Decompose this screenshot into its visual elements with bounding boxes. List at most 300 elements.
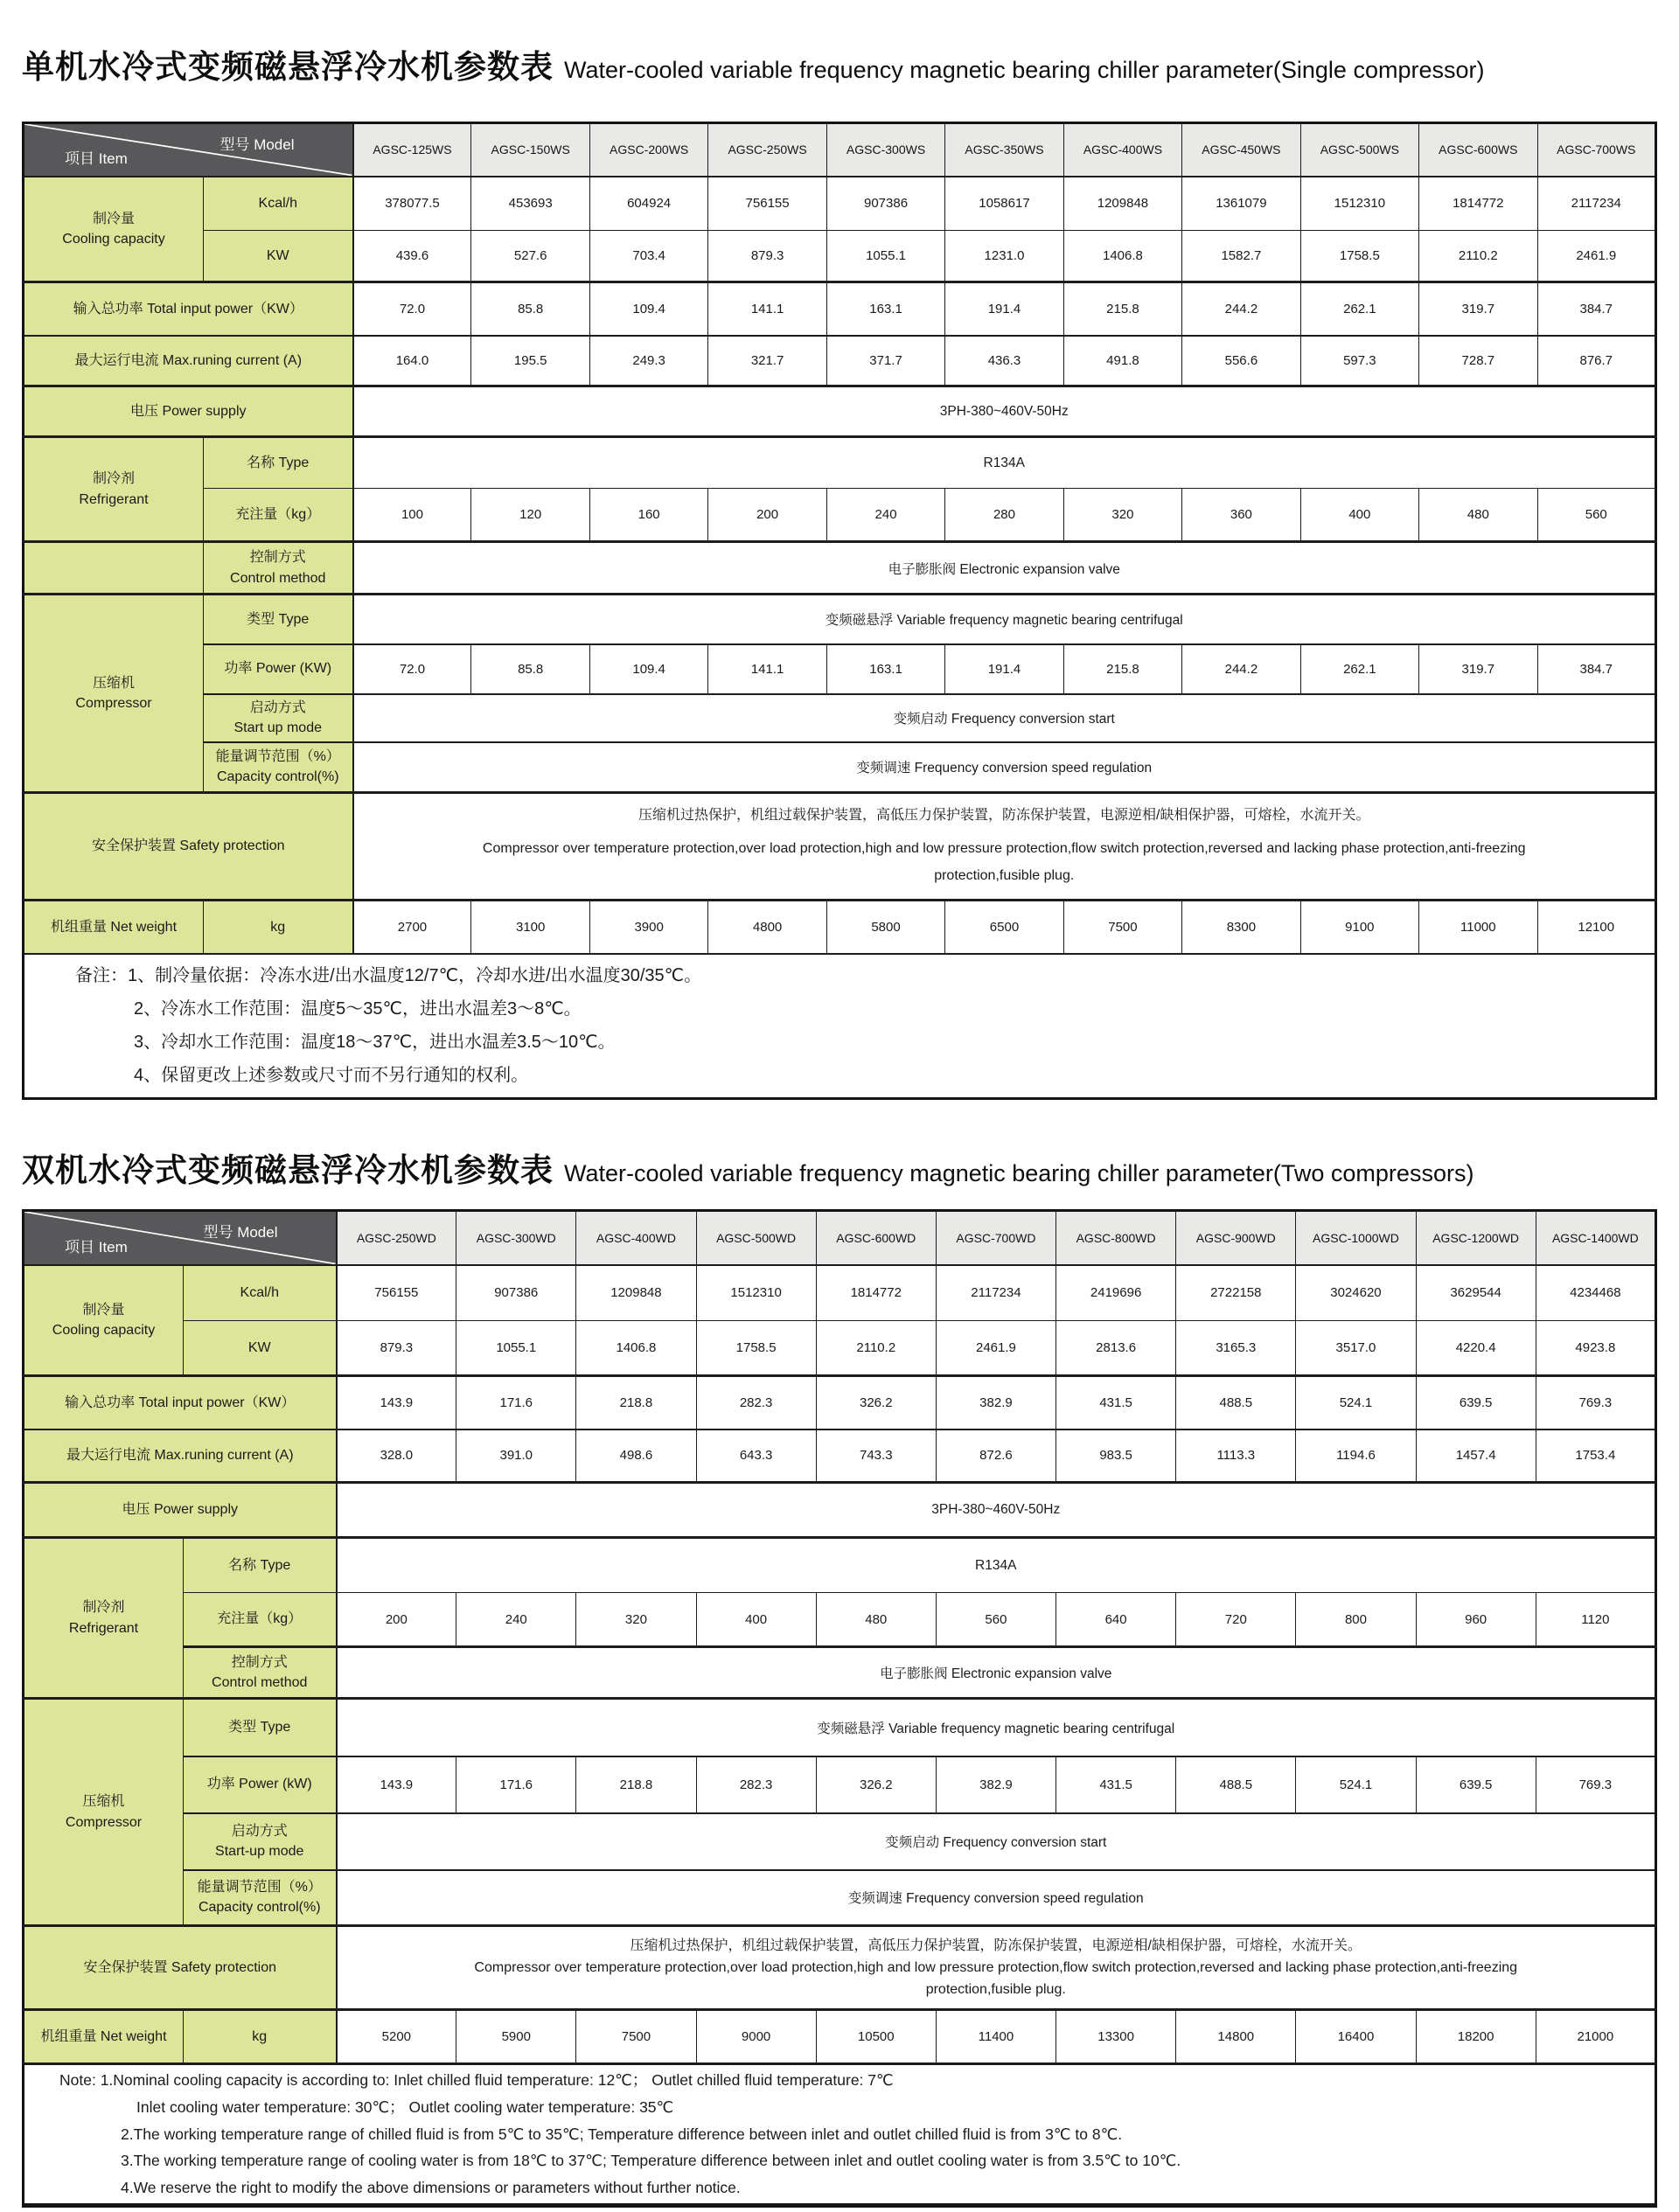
value-cell: 2700 bbox=[353, 901, 471, 954]
safety-text-zh: 压缩机过热保护，机组过载保护装置，高低压力保护装置，防冻保护装置，电源逆相/缺相保护器，可熔栓，水流开关。 bbox=[630, 1938, 1362, 1954]
label-cell-capacity-control bbox=[204, 742, 353, 793]
value-cell: 371.7 bbox=[826, 336, 944, 386]
model-cell: AGSC-300WD bbox=[456, 1211, 576, 1265]
value-cell: 2110.2 bbox=[816, 1321, 936, 1376]
value-cell: 556.6 bbox=[1182, 336, 1300, 386]
label-zh: 启动方式 bbox=[231, 1823, 288, 1839]
merged-value-control-method: 电子膨胀阀 Electronic expansion valve bbox=[353, 542, 1656, 595]
value-cell: 1406.8 bbox=[576, 1321, 696, 1376]
merged-value-refrigerant-type: R134A bbox=[337, 1538, 1656, 1593]
value-cell: 326.2 bbox=[816, 1376, 936, 1429]
value-cell: 2461.9 bbox=[936, 1321, 1055, 1376]
table-row bbox=[24, 1483, 1656, 1538]
value-cell: 384.7 bbox=[1537, 644, 1655, 694]
value-cell: 1209848 bbox=[1063, 177, 1181, 231]
value-cell: 12100 bbox=[1537, 901, 1655, 954]
value-cell: 360 bbox=[1182, 489, 1300, 542]
value-cell: 382.9 bbox=[936, 1756, 1055, 1813]
merged-value-power-supply: 3PH-380~460V-50Hz bbox=[337, 1483, 1656, 1538]
model-cell: AGSC-450WS bbox=[1182, 123, 1300, 177]
note-line: 2.The working temperature range of chilled fluid is from 5℃ to 35℃; Temperature difference between inlet and outlet chilled fluid is from 3℃ to 8℃. bbox=[121, 2125, 1123, 2143]
group-label-zh: 制冷量 bbox=[92, 211, 135, 226]
model-cell: AGSC-1200WD bbox=[1416, 1211, 1536, 1265]
value-cell: 326.2 bbox=[816, 1756, 936, 1813]
model-cell: AGSC-900WD bbox=[1176, 1211, 1296, 1265]
table-row bbox=[24, 1699, 1656, 1756]
label-cell-control-method bbox=[184, 1647, 337, 1699]
table-row bbox=[24, 954, 1656, 1099]
value-cell: 2110.2 bbox=[1419, 231, 1537, 282]
value-cell: 160 bbox=[589, 489, 707, 542]
value-cell: 191.4 bbox=[945, 644, 1063, 694]
value-cell: 319.7 bbox=[1419, 644, 1537, 694]
model-cell: AGSC-600WS bbox=[1419, 123, 1537, 177]
value-cell: 3900 bbox=[589, 901, 707, 954]
model-cell: AGSC-800WD bbox=[1056, 1211, 1176, 1265]
value-cell: 100 bbox=[353, 489, 471, 542]
value-cell: 4234468 bbox=[1536, 1265, 1655, 1321]
value-cell: 498.6 bbox=[576, 1429, 696, 1483]
group-cell-refrigerant bbox=[24, 1538, 184, 1699]
value-cell: 141.1 bbox=[708, 282, 826, 336]
value-cell: 527.6 bbox=[471, 231, 589, 282]
value-cell: 907386 bbox=[456, 1265, 576, 1321]
value-cell: 143.9 bbox=[337, 1376, 456, 1429]
value-cell: 3517.0 bbox=[1296, 1321, 1416, 1376]
table-row bbox=[24, 542, 1656, 595]
label-en: Capacity control(%) bbox=[216, 769, 339, 785]
value-cell: 4800 bbox=[708, 901, 826, 954]
label-cell-compressor-type: 类型 Type bbox=[204, 595, 353, 644]
title-chinese: 单机水冷式变频磁悬浮冷水机参数表 bbox=[22, 49, 554, 85]
two-compressor-table bbox=[22, 1209, 1657, 2208]
value-cell: 240 bbox=[826, 489, 944, 542]
merged-value-startup-mode: 变频启动 Frequency conversion start bbox=[337, 1813, 1656, 1870]
value-cell: 524.1 bbox=[1296, 1756, 1416, 1813]
value-cell: 200 bbox=[337, 1593, 456, 1647]
value-cell: 743.3 bbox=[816, 1429, 936, 1483]
note-line: Inlet cooling water temperature: 30℃； Outlet cooling water temperature: 35℃ bbox=[136, 2098, 674, 2117]
group-label-en: Compressor bbox=[65, 1814, 143, 1830]
table-row bbox=[24, 1211, 1656, 1265]
value-cell: 391.0 bbox=[456, 1429, 576, 1483]
label-cell-kw: KW bbox=[184, 1321, 337, 1376]
group-label-zh: 压缩机 bbox=[82, 1794, 125, 1810]
single-compressor-table bbox=[22, 122, 1657, 1100]
value-cell: 262.1 bbox=[1300, 644, 1418, 694]
table-row bbox=[24, 1756, 1656, 1813]
value-cell: 400 bbox=[696, 1593, 816, 1647]
value-cell: 560 bbox=[1537, 489, 1655, 542]
value-cell: 960 bbox=[1416, 1593, 1536, 1647]
group-label-zh: 制冷剂 bbox=[92, 471, 135, 487]
value-cell: 10500 bbox=[816, 2010, 936, 2064]
merged-value-safety-protection bbox=[353, 793, 1656, 901]
value-cell: 244.2 bbox=[1182, 644, 1300, 694]
value-cell: 3024620 bbox=[1296, 1265, 1416, 1321]
value-cell: 640 bbox=[1056, 1593, 1176, 1647]
value-cell: 244.2 bbox=[1182, 282, 1300, 336]
group-label-zh: 制冷剂 bbox=[82, 1600, 125, 1616]
label-cell-max-current: 最大运行电流 Max.runing current (A) bbox=[24, 1429, 337, 1483]
value-cell: 163.1 bbox=[826, 282, 944, 336]
value-cell: 1194.6 bbox=[1296, 1429, 1416, 1483]
label-en: Start-up mode bbox=[215, 1844, 304, 1859]
value-cell: 1120 bbox=[1536, 1593, 1655, 1647]
label-cell-kcal: Kcal/h bbox=[204, 177, 353, 231]
label-cell-startup-mode bbox=[184, 1813, 337, 1870]
corner-item-label: 项目 Item bbox=[65, 1238, 128, 1256]
value-cell: 195.5 bbox=[471, 336, 589, 386]
notes-cell bbox=[24, 954, 1656, 1099]
value-cell: 6500 bbox=[945, 901, 1063, 954]
value-cell: 143.9 bbox=[337, 1756, 456, 1813]
value-cell: 431.5 bbox=[1056, 1756, 1176, 1813]
group-cell-compressor bbox=[24, 595, 204, 793]
value-cell: 1512310 bbox=[696, 1265, 816, 1321]
table-row bbox=[24, 595, 1656, 644]
table-row bbox=[24, 489, 1656, 542]
value-cell: 2117234 bbox=[1537, 177, 1655, 231]
value-cell: 11000 bbox=[1419, 901, 1537, 954]
safety-text-zh: 压缩机过热保护，机组过载保护装置，高低压力保护装置，防冻保护装置，电源逆相/缺相保护器，可熔栓，水流开关。 bbox=[638, 808, 1370, 824]
value-cell: 14800 bbox=[1176, 2010, 1296, 2064]
safety-text-en: Compressor over temperature protection,over load protection,high and low pressure protection,flow switch protection,reversed and lacking phase protection,anti-freezing protection,fusible plug. bbox=[474, 1960, 1518, 1997]
model-cell: AGSC-700WS bbox=[1537, 123, 1655, 177]
merged-value-refrigerant-type: R134A bbox=[353, 437, 1656, 489]
note-line: 备注：1、制冷量依据：冷冻水进/出水温度12/7℃，冷却水进/出水温度30/35℃。 bbox=[75, 966, 702, 986]
label-zh: 启动方式 bbox=[249, 699, 306, 715]
value-cell: 1058617 bbox=[945, 177, 1063, 231]
table-row bbox=[24, 1926, 1656, 2010]
title-english: Water-cooled variable frequency magnetic bearing chiller parameter(Two compressors) bbox=[564, 1160, 1474, 1186]
value-cell: 876.7 bbox=[1537, 336, 1655, 386]
value-cell: 7500 bbox=[576, 2010, 696, 2064]
value-cell: 639.5 bbox=[1416, 1376, 1536, 1429]
value-cell: 3165.3 bbox=[1176, 1321, 1296, 1376]
label-cell-compressor-type: 类型 Type bbox=[184, 1699, 337, 1756]
value-cell: 218.8 bbox=[576, 1756, 696, 1813]
group-cell-compressor bbox=[24, 1699, 184, 1926]
label-cell-capacity-control bbox=[184, 1870, 337, 1926]
value-cell: 5200 bbox=[337, 2010, 456, 2064]
value-cell: 9000 bbox=[696, 2010, 816, 2064]
label-cell-refrigerant-type: 名称 Type bbox=[184, 1538, 337, 1593]
value-cell: 16400 bbox=[1296, 2010, 1416, 2064]
model-cell: AGSC-150WS bbox=[471, 123, 589, 177]
value-cell: 382.9 bbox=[936, 1376, 1055, 1429]
label-cell-power-supply: 电压 Power supply bbox=[24, 1483, 337, 1538]
label-zh: 控制方式 bbox=[249, 550, 306, 566]
model-cell: AGSC-600WD bbox=[816, 1211, 936, 1265]
value-cell: 1753.4 bbox=[1536, 1429, 1655, 1483]
value-cell: 400 bbox=[1300, 489, 1418, 542]
value-cell: 756155 bbox=[337, 1265, 456, 1321]
label-cell-refrigerant-type: 名称 Type bbox=[204, 437, 353, 489]
label-cell-max-current: 最大运行电流 Max.runing current (A) bbox=[24, 336, 353, 386]
model-cell: AGSC-1000WD bbox=[1296, 1211, 1416, 1265]
group-label-en: Refrigerant bbox=[79, 491, 149, 507]
label-cell-input-power: 输入总功率 Total input power（KW） bbox=[24, 1376, 337, 1429]
group-cell-cooling-capacity bbox=[24, 177, 204, 282]
label-en: Capacity control(%) bbox=[198, 1900, 321, 1916]
label-en: Control method bbox=[212, 1675, 308, 1690]
value-cell: 328.0 bbox=[337, 1429, 456, 1483]
value-cell: 384.7 bbox=[1537, 282, 1655, 336]
table-row bbox=[24, 177, 1656, 231]
merged-value-power-supply: 3PH-380~460V-50Hz bbox=[353, 386, 1656, 437]
value-cell: 1758.5 bbox=[1300, 231, 1418, 282]
value-cell: 249.3 bbox=[589, 336, 707, 386]
value-cell: 2461.9 bbox=[1537, 231, 1655, 282]
model-cell: AGSC-125WS bbox=[353, 123, 471, 177]
value-cell: 3629544 bbox=[1416, 1265, 1536, 1321]
group-label-zh: 制冷量 bbox=[82, 1302, 125, 1318]
table-row bbox=[24, 437, 1656, 489]
table-row bbox=[24, 2010, 1656, 2064]
note-line: 3、冷却水工作范围：温度18～37℃，进出水温差3.5～10℃。 bbox=[134, 1033, 616, 1053]
group-label-en: Compressor bbox=[75, 696, 152, 711]
value-cell: 872.6 bbox=[936, 1429, 1055, 1483]
value-cell: 480 bbox=[1419, 489, 1537, 542]
model-cell: AGSC-250WD bbox=[337, 1211, 456, 1265]
corner-model-label: 型号 Model bbox=[219, 136, 295, 153]
value-cell: 720 bbox=[1176, 1593, 1296, 1647]
table-row bbox=[24, 793, 1656, 901]
value-cell: 597.3 bbox=[1300, 336, 1418, 386]
table-row bbox=[24, 123, 1656, 177]
value-cell: 200 bbox=[708, 489, 826, 542]
value-cell: 262.1 bbox=[1300, 282, 1418, 336]
label-cell-net-weight: 机组重量 Net weight bbox=[24, 901, 204, 954]
value-cell: 141.1 bbox=[708, 644, 826, 694]
value-cell: 2813.6 bbox=[1056, 1321, 1176, 1376]
value-cell: 378077.5 bbox=[353, 177, 471, 231]
value-cell: 4923.8 bbox=[1536, 1321, 1655, 1376]
table-row bbox=[24, 1429, 1656, 1483]
value-cell: 1231.0 bbox=[945, 231, 1063, 282]
table-row bbox=[24, 336, 1656, 386]
value-cell: 488.5 bbox=[1176, 1376, 1296, 1429]
table-row bbox=[24, 742, 1656, 793]
label-zh: 控制方式 bbox=[231, 1654, 288, 1670]
merged-value-startup-mode: 变频启动 Frequency conversion start bbox=[353, 694, 1656, 742]
merged-value-compressor-type: 变频磁悬浮 Variable frequency magnetic bearing centrifugal bbox=[337, 1699, 1656, 1756]
value-cell: 109.4 bbox=[589, 282, 707, 336]
value-cell: 18200 bbox=[1416, 2010, 1536, 2064]
table-row bbox=[24, 1870, 1656, 1926]
label-cell-charge: 充注量（kg） bbox=[184, 1593, 337, 1647]
value-cell: 769.3 bbox=[1536, 1376, 1655, 1429]
value-cell: 171.6 bbox=[456, 1376, 576, 1429]
group-cell-cooling-capacity bbox=[24, 1265, 184, 1376]
value-cell: 800 bbox=[1296, 1593, 1416, 1647]
value-cell: 5900 bbox=[456, 2010, 576, 2064]
label-cell-safety-protection: 安全保护装置 Safety protection bbox=[24, 1926, 337, 2010]
table-row bbox=[24, 1813, 1656, 1870]
note-line: 4.We reserve the right to modify the above dimensions or parameters without further notice. bbox=[121, 2178, 741, 2196]
model-cell: AGSC-1400WD bbox=[1536, 1211, 1655, 1265]
value-cell: 7500 bbox=[1063, 901, 1181, 954]
value-cell: 1512310 bbox=[1300, 177, 1418, 231]
label-cell-compressor-power: 功率 Power (KW) bbox=[204, 644, 353, 694]
label-cell-kcal: Kcal/h bbox=[184, 1265, 337, 1321]
note-line: 3.The working temperature range of cooling water is from 18℃ to 37℃; Temperature difference between inlet and outlet cooling water is from 3.5℃ to 10℃. bbox=[121, 2152, 1181, 2170]
value-cell: 282.3 bbox=[696, 1376, 816, 1429]
label-cell-control-method bbox=[204, 542, 353, 595]
merged-value-safety-protection bbox=[337, 1926, 1656, 2010]
value-cell: 560 bbox=[936, 1593, 1055, 1647]
value-cell: 85.8 bbox=[471, 644, 589, 694]
value-cell: 321.7 bbox=[708, 336, 826, 386]
label-cell-kw: KW bbox=[204, 231, 353, 282]
value-cell: 320 bbox=[576, 1593, 696, 1647]
value-cell: 488.5 bbox=[1176, 1756, 1296, 1813]
value-cell: 72.0 bbox=[353, 282, 471, 336]
note-line: 4、保留更改上述参数或尺寸而不另行通知的权利。 bbox=[134, 1066, 529, 1086]
group-label-en: Cooling capacity bbox=[52, 1322, 156, 1338]
label-cell-power-supply: 电压 Power supply bbox=[24, 386, 353, 437]
model-cell: AGSC-500WS bbox=[1300, 123, 1418, 177]
safety-text-en: Compressor over temperature protection,over load protection,high and low pressure protection,flow switch protection,reversed and lacking phase protection,anti-freezing protection,fusible plug. bbox=[482, 841, 1526, 883]
value-cell: 2419696 bbox=[1056, 1265, 1176, 1321]
table-row bbox=[24, 386, 1656, 437]
value-cell: 524.1 bbox=[1296, 1376, 1416, 1429]
model-cell: AGSC-250WS bbox=[708, 123, 826, 177]
value-cell: 1758.5 bbox=[696, 1321, 816, 1376]
value-cell: 9100 bbox=[1300, 901, 1418, 954]
corner-item-label: 项目 Item bbox=[65, 150, 128, 167]
title-english: Water-cooled variable frequency magnetic bearing chiller parameter(Single compressor) bbox=[564, 57, 1485, 83]
label-cell-net-weight: 机组重量 Net weight bbox=[24, 2010, 184, 2064]
table-row bbox=[24, 1593, 1656, 1647]
value-cell: 639.5 bbox=[1416, 1756, 1536, 1813]
table-row bbox=[24, 694, 1656, 742]
label-cell-safety-protection: 安全保护装置 Safety protection bbox=[24, 793, 353, 901]
value-cell: 164.0 bbox=[353, 336, 471, 386]
group-label-en: Refrigerant bbox=[68, 1620, 139, 1636]
value-cell: 11400 bbox=[936, 2010, 1055, 2064]
value-cell: 1361079 bbox=[1182, 177, 1300, 231]
label-cell-weight-unit: kg bbox=[184, 2010, 337, 2064]
value-cell: 1209848 bbox=[576, 1265, 696, 1321]
value-cell: 604924 bbox=[589, 177, 707, 231]
value-cell: 1814772 bbox=[816, 1265, 936, 1321]
value-cell: 218.8 bbox=[576, 1376, 696, 1429]
table-row bbox=[24, 644, 1656, 694]
value-cell: 1055.1 bbox=[826, 231, 944, 282]
value-cell: 436.3 bbox=[945, 336, 1063, 386]
label-cell-weight-unit: kg bbox=[204, 901, 353, 954]
value-cell: 1055.1 bbox=[456, 1321, 576, 1376]
group-label-en: Cooling capacity bbox=[62, 231, 165, 247]
notes-cell bbox=[24, 2064, 1656, 2206]
label-zh: 能量调节范围（%） bbox=[197, 1880, 322, 1896]
value-cell: 1406.8 bbox=[1063, 231, 1181, 282]
value-cell: 983.5 bbox=[1056, 1429, 1176, 1483]
corner-model-label: 型号 Model bbox=[203, 1224, 278, 1241]
value-cell: 1457.4 bbox=[1416, 1429, 1536, 1483]
model-cell: AGSC-500WD bbox=[696, 1211, 816, 1265]
value-cell: 2117234 bbox=[936, 1265, 1055, 1321]
group-cell-refrigerant bbox=[24, 437, 204, 542]
value-cell: 215.8 bbox=[1063, 644, 1181, 694]
table-row bbox=[24, 1538, 1656, 1593]
table-row bbox=[24, 1265, 1656, 1321]
table-row bbox=[24, 231, 1656, 282]
table-row bbox=[24, 1376, 1656, 1429]
model-cell: AGSC-300WS bbox=[826, 123, 944, 177]
value-cell: 13300 bbox=[1056, 2010, 1176, 2064]
label-cell-charge: 充注量（kg） bbox=[204, 489, 353, 542]
label-cell-compressor-power: 功率 Power (kW) bbox=[184, 1756, 337, 1813]
table-row bbox=[24, 1647, 1656, 1699]
value-cell: 491.8 bbox=[1063, 336, 1181, 386]
value-cell: 756155 bbox=[708, 177, 826, 231]
value-cell: 163.1 bbox=[826, 644, 944, 694]
label-en: Control method bbox=[230, 570, 326, 586]
value-cell: 72.0 bbox=[353, 644, 471, 694]
merged-value-capacity-control: 变频调速 Frequency conversion speed regulation bbox=[353, 742, 1656, 793]
value-cell: 21000 bbox=[1536, 2010, 1655, 2064]
value-cell: 1582.7 bbox=[1182, 231, 1300, 282]
model-cell: AGSC-400WS bbox=[1063, 123, 1181, 177]
value-cell: 3100 bbox=[471, 901, 589, 954]
value-cell: 320 bbox=[1063, 489, 1181, 542]
value-cell: 453693 bbox=[471, 177, 589, 231]
value-cell: 120 bbox=[471, 489, 589, 542]
table-row bbox=[24, 1321, 1656, 1376]
value-cell: 1814772 bbox=[1419, 177, 1537, 231]
value-cell: 191.4 bbox=[945, 282, 1063, 336]
title-chinese: 双机水冷式变频磁悬浮冷水机参数表 bbox=[22, 1152, 554, 1188]
empty-group-cell bbox=[24, 542, 204, 595]
note-line: 2、冷冻水工作范围：温度5～35℃，进出水温差3～8℃。 bbox=[134, 999, 582, 1019]
corner-cell bbox=[24, 123, 353, 177]
value-cell: 171.6 bbox=[456, 1756, 576, 1813]
label-en: Start up mode bbox=[233, 720, 322, 735]
single-table-title bbox=[22, 40, 1484, 87]
value-cell: 769.3 bbox=[1536, 1756, 1655, 1813]
value-cell: 480 bbox=[816, 1593, 936, 1647]
note-line: Note: 1.Nominal cooling capacity is according to: Inlet chilled fluid temperature: 12℃； Outlet chilled fluid temperature: 7℃ bbox=[59, 2071, 894, 2090]
value-cell: 109.4 bbox=[589, 644, 707, 694]
merged-value-control-method: 电子膨胀阀 Electronic expansion valve bbox=[337, 1647, 1656, 1699]
model-cell: AGSC-700WD bbox=[936, 1211, 1055, 1265]
table-row bbox=[24, 282, 1656, 336]
label-cell-startup-mode bbox=[204, 694, 353, 742]
value-cell: 879.3 bbox=[708, 231, 826, 282]
label-zh: 能量调节范围（%） bbox=[215, 749, 340, 765]
table-row bbox=[24, 2064, 1656, 2206]
model-cell: AGSC-350WS bbox=[945, 123, 1063, 177]
value-cell: 282.3 bbox=[696, 1756, 816, 1813]
merged-value-compressor-type: 变频磁悬浮 Variable frequency magnetic bearing centrifugal bbox=[353, 595, 1656, 644]
value-cell: 2722158 bbox=[1176, 1265, 1296, 1321]
value-cell: 5800 bbox=[826, 901, 944, 954]
value-cell: 319.7 bbox=[1419, 282, 1537, 336]
value-cell: 280 bbox=[945, 489, 1063, 542]
value-cell: 907386 bbox=[826, 177, 944, 231]
corner-cell bbox=[24, 1211, 337, 1265]
value-cell: 85.8 bbox=[471, 282, 589, 336]
value-cell: 215.8 bbox=[1063, 282, 1181, 336]
label-cell-input-power: 输入总功率 Total input power（KW） bbox=[24, 282, 353, 336]
table-row bbox=[24, 901, 1656, 954]
value-cell: 431.5 bbox=[1056, 1376, 1176, 1429]
value-cell: 643.3 bbox=[696, 1429, 816, 1483]
value-cell: 703.4 bbox=[589, 231, 707, 282]
